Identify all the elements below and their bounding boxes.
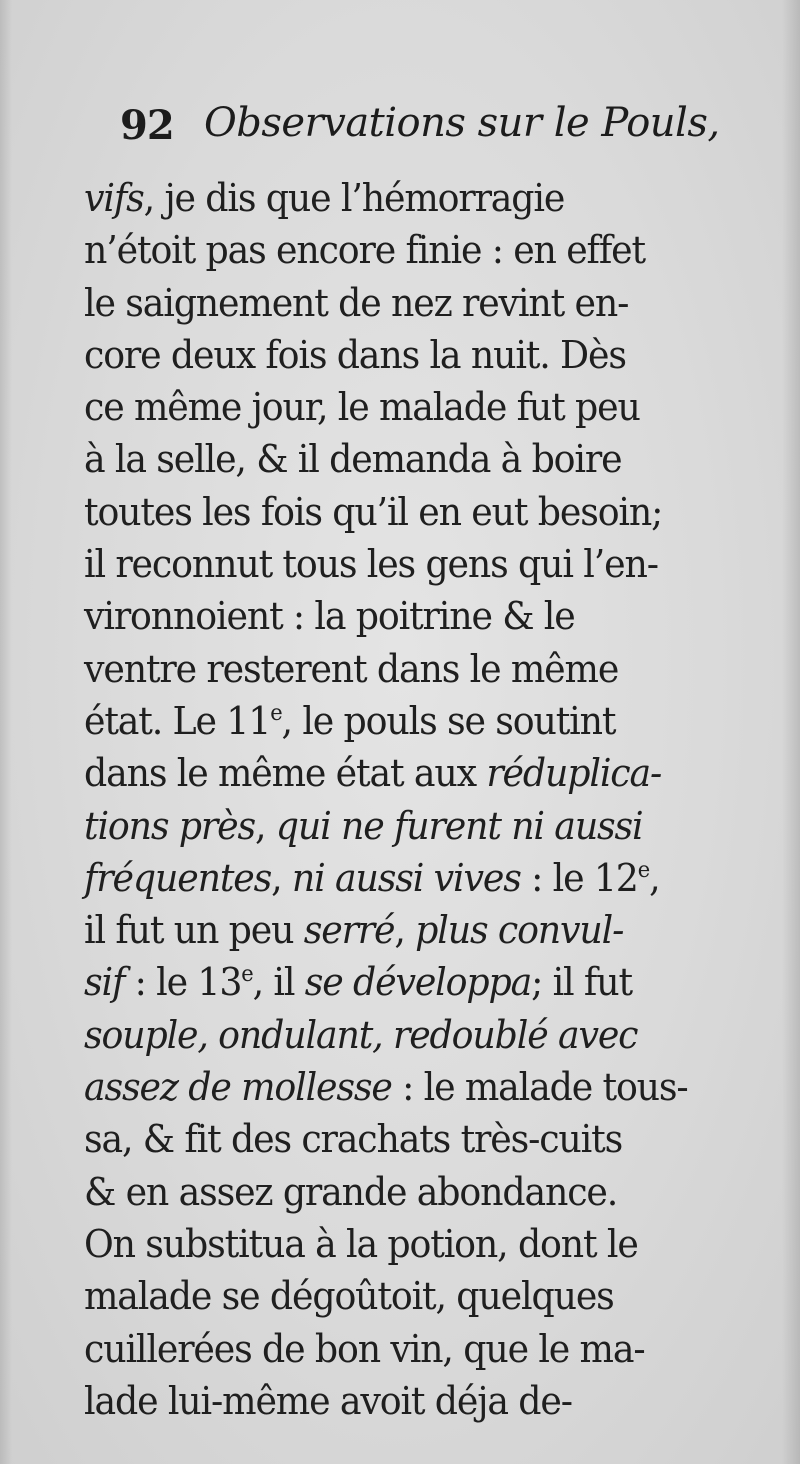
text-segment: n’étoit pas encore finie : en effet	[84, 228, 645, 273]
italic-text: vifs	[84, 176, 144, 220]
text-line	[84, 1323, 734, 1375]
text-segment: état. Le 11	[84, 698, 271, 743]
italic-text: assez de mollesse	[84, 1065, 392, 1110]
text-segment: dans le même état aux	[84, 751, 487, 796]
text-segment: ; il fut	[531, 960, 632, 1005]
text-line	[84, 433, 734, 485]
text-segment: & en assez grande abondance.	[84, 1169, 618, 1214]
superscript: e	[241, 962, 253, 988]
text-line	[84, 800, 734, 852]
text-segment: cuillerées de bon vin, que le ma-	[84, 1326, 645, 1371]
text-segment: ,	[649, 855, 660, 900]
text-segment: : le malade tous-	[391, 1065, 688, 1110]
italic-text: serré	[303, 908, 395, 953]
text-line	[84, 1270, 734, 1322]
italic-text: tions près	[84, 803, 255, 848]
italic-text: réduplica-	[486, 751, 662, 796]
text-line	[84, 224, 734, 276]
text-segment: , le pouls se soutint	[281, 698, 616, 743]
text-segment: ,	[394, 908, 416, 953]
text-line	[84, 590, 734, 642]
italic-text: fréquentes	[84, 855, 272, 900]
italic-text: sif	[84, 960, 125, 1005]
text-line	[84, 643, 734, 695]
text-line	[84, 1113, 734, 1165]
text-segment: à la selle, & il demanda à boire	[84, 437, 622, 482]
text-segment: core deux fois dans la nuit. Dès	[84, 332, 626, 377]
text-segment: ventre resterent dans le même	[84, 646, 619, 691]
superscript: e	[270, 700, 282, 726]
italic-text: se développa	[304, 960, 532, 1005]
body-text	[84, 172, 764, 1427]
text-segment: : le 12	[520, 855, 638, 900]
text-line	[84, 1061, 734, 1113]
text-line	[84, 1375, 734, 1427]
text-line	[84, 956, 734, 1008]
italic-text: souple, ondulant, redoublé avec	[84, 1012, 638, 1057]
text-line	[84, 538, 734, 590]
text-line	[84, 1218, 734, 1270]
text-segment: toutes les fois qu’il en eut besoin;	[84, 489, 663, 534]
text-segment: : le 13	[124, 960, 242, 1005]
text-line	[84, 329, 734, 381]
text-line	[84, 695, 734, 747]
text-segment: , je dis que l’hémorragie	[143, 176, 565, 220]
text-line	[84, 904, 734, 956]
text-line	[84, 486, 734, 538]
text-segment: malade se dégoûtoit, quelques	[84, 1274, 614, 1319]
italic-text: plus convul-	[415, 908, 624, 953]
italic-text: ni aussi vives	[291, 855, 521, 900]
text-line	[84, 747, 734, 799]
text-line	[84, 1009, 734, 1061]
text-segment: On substitua à la potion, dont le	[84, 1221, 638, 1266]
running-title: Observations sur le Pouls,	[204, 100, 720, 146]
text-segment: vironnoient : la poitrine & le	[84, 594, 575, 639]
text-line	[84, 381, 734, 433]
text-segment: ,	[271, 855, 292, 900]
text-line	[84, 1166, 734, 1218]
text-segment: il reconnut tous les gens qui l’en-	[84, 542, 658, 587]
page-number: 92	[120, 102, 174, 149]
text-segment: ce même jour, le malade fut peu	[84, 385, 640, 430]
text-line	[84, 277, 734, 329]
superscript: e	[637, 857, 650, 883]
text-line	[84, 172, 734, 224]
text-segment: , il	[252, 960, 305, 1005]
italic-text: qui ne furent ni aussi	[275, 803, 643, 848]
text-segment: ,	[254, 803, 276, 848]
page-header	[120, 96, 720, 166]
text-segment: sa, & fit des crachats très-cuits	[84, 1117, 623, 1162]
text-segment: il fut un peu	[84, 908, 304, 953]
text-segment: lade lui-même avoit déja de-	[84, 1378, 572, 1423]
text-line	[84, 852, 734, 904]
text-segment: le saignement de nez revint en-	[84, 280, 629, 325]
